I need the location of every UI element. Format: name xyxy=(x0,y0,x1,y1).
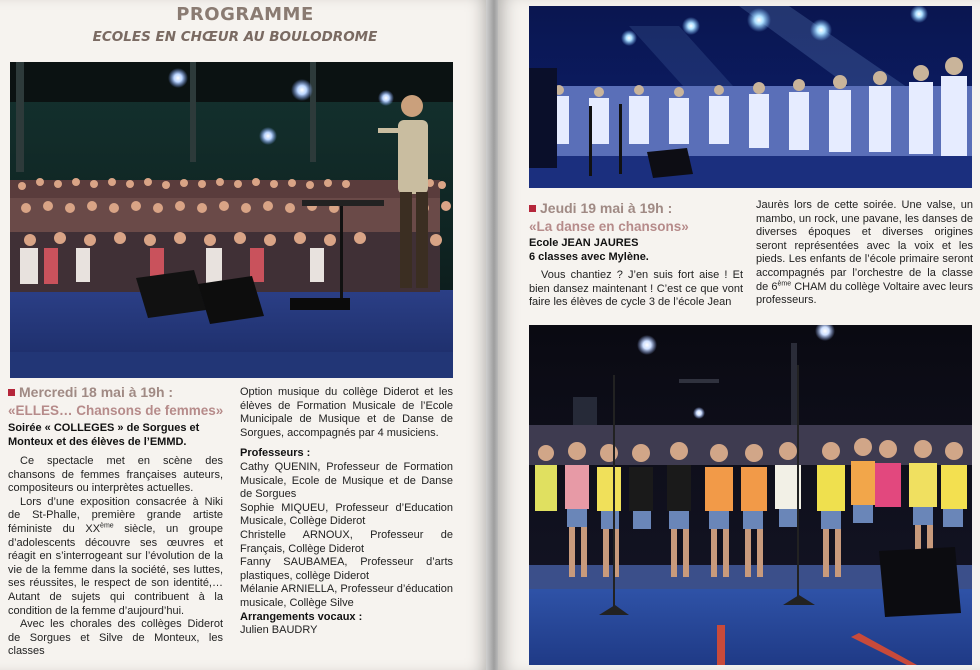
photo-choir-college xyxy=(10,62,453,378)
professor-item: Fanny SAUBAMEA, Professeur d’arts plastiques, collège Diderot xyxy=(240,556,453,582)
bullet-square-icon xyxy=(529,205,536,212)
professor-item: Christelle ARNOUX, Professeur de Français, Collège Diderot xyxy=(240,528,453,555)
event1-para2-sup: ème xyxy=(100,522,114,530)
event1-subtitle-line1: Soirée « COLLEGES » de Sorgues et xyxy=(8,422,200,434)
arrangements-name: Julien BAUDRY xyxy=(240,624,318,637)
event2-subtitle xyxy=(529,236,739,264)
bullet-square-icon xyxy=(8,389,15,396)
event1-para1: Ce spectacle met en scène des chansons de femmes françaises auteurs, compositeurs ou interprètes actuelles. xyxy=(8,455,223,495)
event2-subtitle-line1: Ecole JEAN JAURES xyxy=(529,237,639,249)
event2-para1: Vous chantiez ? J’en suis fort aise ! Et bien dansez maintenant ! C’est ce que vont faire les élèves de cycle 3 de l’école Jean xyxy=(529,269,743,309)
event1-para2-a: Lors d’une exposition consacrée à Niki de St-Phalle, première grande artiste féministe du XX xyxy=(8,495,223,535)
professors-heading-text: Professeurs : xyxy=(240,447,311,460)
professor-item: Sophie MIQUEU, Professeur d’Education Musicale, Collège Diderot xyxy=(240,501,453,528)
event1-col2-para: Option musique du collège Diderot et les élèves de Formation Musicale de l’Ecole Municipale de Musique et de Danse de Sorgues, accompagnés par 4 musiciens. xyxy=(240,386,453,439)
event2-subtitle-line2: 6 classes avec Mylène. xyxy=(529,251,649,263)
page-title: PROGRAMME xyxy=(176,4,314,25)
event1-date-text: Mercredi 18 mai à 19h : xyxy=(19,384,174,400)
event2-date xyxy=(529,200,672,216)
event2-col2-sup: ème xyxy=(777,279,792,287)
event1-para2-b: siècle, un groupe d’adolescents découvre ses œuvres et réagit en s’interrogeant sur l’évolution de la vie de la femme dans la société, ses luttes, ses réussites, le respect de son identité,… Autant de sujets qui contribuent à la condition de la femme d’aujourd’hui. xyxy=(8,522,223,617)
right-page xyxy=(498,0,980,670)
page-subtitle: ECOLES EN CHŒUR AU BOULODROME xyxy=(92,29,378,45)
photo-children-choir xyxy=(529,325,972,665)
event2-title: «La danse en chansons» xyxy=(529,219,689,234)
event1-subtitle xyxy=(8,421,228,449)
arrangements-heading xyxy=(240,611,453,625)
event2-column2 xyxy=(756,199,973,308)
event2-col2-b: CHAM du collège Voltaire avec leurs professeurs. xyxy=(756,280,973,307)
arrangements-heading-text: Arrangements vocaux : xyxy=(240,610,363,623)
event1-column1 xyxy=(8,455,223,659)
event1-subtitle-line2: Monteux et des élèves de l’EMMD. xyxy=(8,436,187,448)
professors-heading xyxy=(240,447,453,461)
event1-para2 xyxy=(8,496,223,618)
event1-para3: Avec les chorales des collèges Diderot de Sorgues et Silve de Monteux, les classes xyxy=(8,618,223,658)
event1-title: «ELLES… Chansons de femmes» xyxy=(8,403,224,418)
professor-item: Mélanie ARNIELLA, Professeur d’éducation musicale, Collège Silve xyxy=(240,583,453,609)
professor-item: Cathy QUENIN, Professeur de Formation Musicale, Ecole de Musique et de Danse de Sorgues xyxy=(240,460,453,501)
event2-column1 xyxy=(529,269,743,310)
event2-date-text: Jeudi 19 mai à 19h : xyxy=(540,200,673,216)
photo-choir-blue xyxy=(529,6,972,188)
event1-column2 xyxy=(240,386,453,638)
event1-date xyxy=(8,384,173,400)
event2-col2-para xyxy=(756,199,973,308)
event2-col2-a: Jaurès lors de cette soirée. Une valse, un mambo, un rock, une pavane, les danses de diverses époques et diverses origines seront représentées avec la voix et les pieds. Les enfants de l’école primaire seront accompagnés par l’orchestre de la classe de 6 xyxy=(756,199,973,293)
